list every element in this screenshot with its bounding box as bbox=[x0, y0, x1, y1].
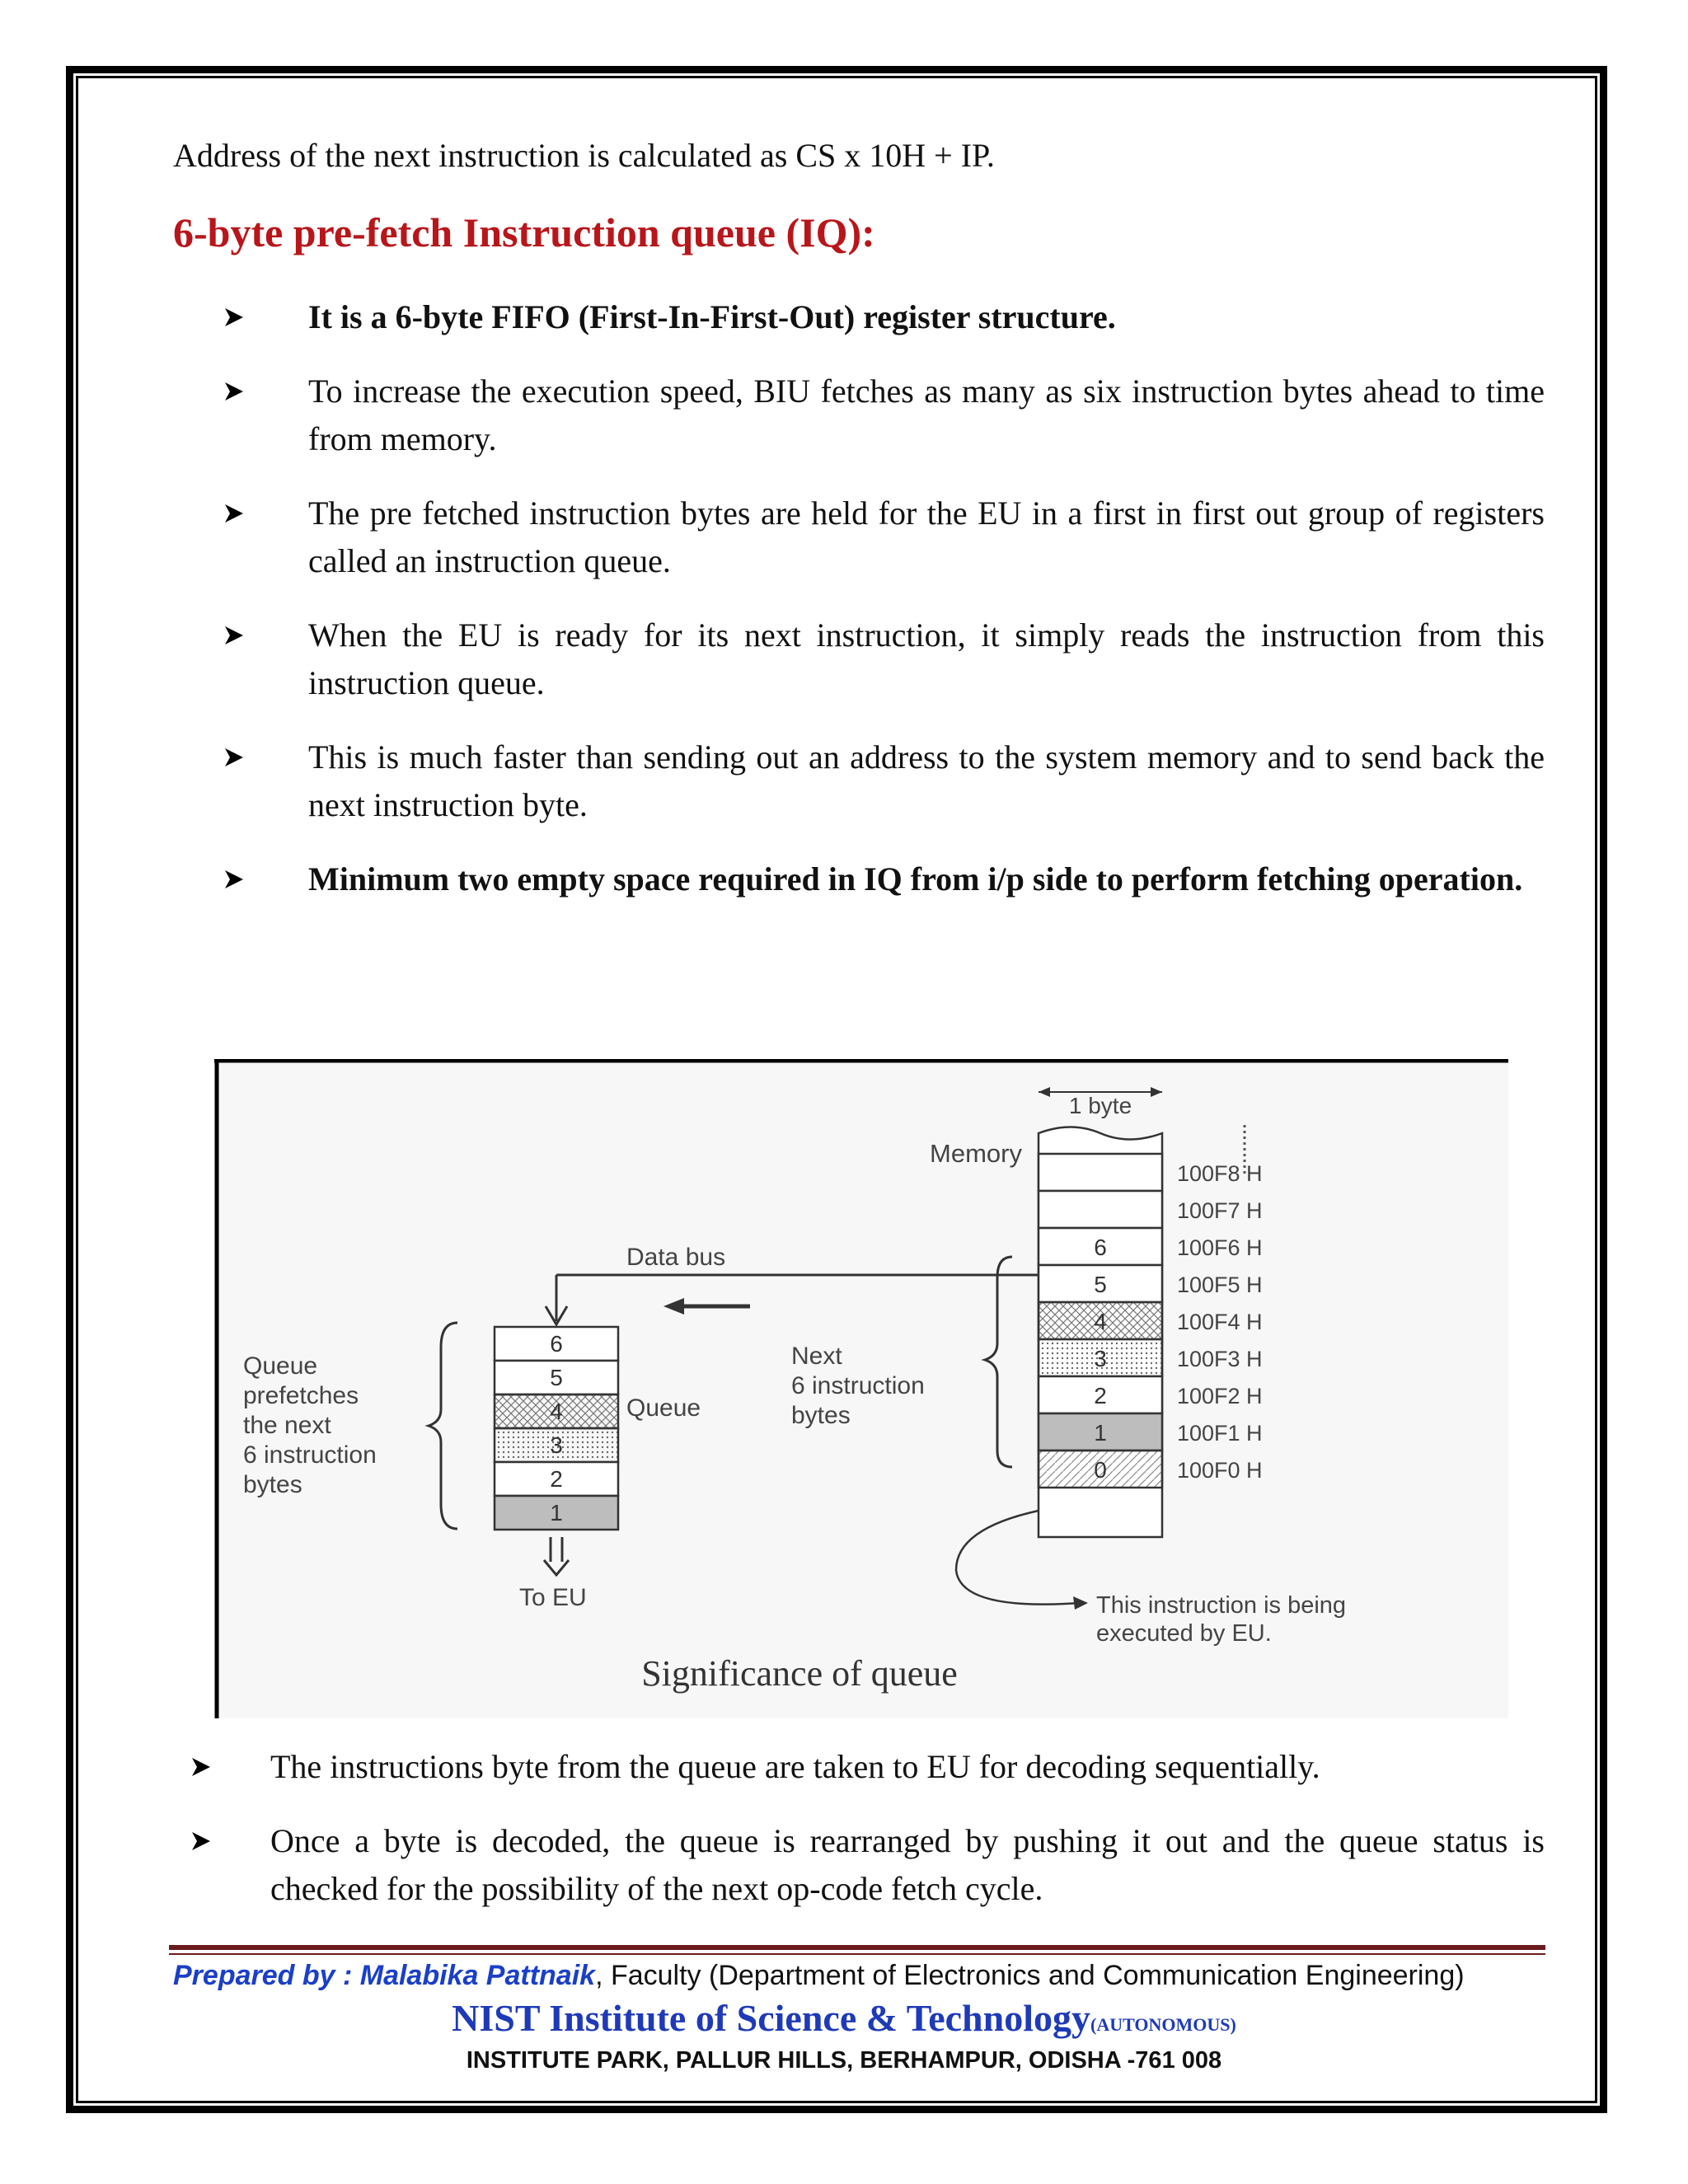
footer-address: INSTITUTE PARK, PALLUR HILLS, BERHAMPUR, ODISHA -761 008 bbox=[466, 2047, 1222, 2074]
queue-cell-label: 6 bbox=[550, 1331, 563, 1357]
footer-institute bbox=[0, 1994, 1688, 2049]
memory-cell-label: 3 bbox=[1094, 1346, 1107, 1371]
memory-cell-label: 4 bbox=[1094, 1309, 1107, 1334]
intro-text: Address of the next instruction is calculated as CS x 10H + IP. bbox=[173, 137, 995, 174]
bullet-text: Minimum two empty space required in IQ from i/p side to perform fetching operation. bbox=[308, 860, 1523, 898]
memory-cell-label: 0 bbox=[1094, 1457, 1107, 1483]
byte-label: 1 byte bbox=[1068, 1093, 1132, 1118]
memory-address: 100F4 H bbox=[1177, 1310, 1263, 1334]
queue-cells bbox=[495, 1327, 618, 1530]
memory-cell bbox=[1039, 1191, 1162, 1228]
footer-rule-thin bbox=[169, 1953, 1545, 1955]
queue-cell-label: 1 bbox=[550, 1500, 563, 1526]
next-bytes-description: Next 6 instruction bytes bbox=[791, 1343, 925, 1429]
arrow-bullet-icon bbox=[223, 733, 246, 781]
institute-name: NIST Institute of Science & Technology bbox=[452, 1997, 1090, 2039]
figure-caption: Significance of queue bbox=[641, 1653, 958, 1694]
memory-cell-label: 6 bbox=[1094, 1235, 1107, 1260]
memory-cell-label: 2 bbox=[1094, 1383, 1107, 1408]
memory-address: 100F1 H bbox=[1177, 1421, 1263, 1446]
memory-address: 100F5 H bbox=[1177, 1272, 1263, 1297]
memory-address: 100F2 H bbox=[1177, 1384, 1263, 1408]
queue-label: Queue bbox=[626, 1394, 701, 1422]
arrow-bullet-icon bbox=[223, 293, 246, 341]
queue-diagram bbox=[214, 1059, 1508, 1718]
data-bus-label: Data bus bbox=[626, 1244, 726, 1271]
arrow-bullet-icon bbox=[223, 855, 246, 903]
memory-cells bbox=[1039, 1154, 1263, 1488]
bullet-text: To increase the execution speed, BIU fetches as many as six instruction bytes ahead to time from memory. bbox=[308, 373, 1545, 457]
to-eu-label: To EU bbox=[519, 1584, 587, 1611]
memory-address: 100F0 H bbox=[1177, 1458, 1263, 1483]
bullet-text: The pre fetched instruction bytes are held for the EU in a first in first out group of registers called an instruction queue. bbox=[308, 494, 1545, 579]
memory-address: 100F8 H bbox=[1177, 1161, 1263, 1186]
memory-cell-label: 5 bbox=[1094, 1272, 1107, 1297]
queue-cell-label: 3 bbox=[550, 1432, 563, 1458]
queue-cell-label: 5 bbox=[550, 1365, 563, 1390]
queue-cell-label: 4 bbox=[550, 1399, 563, 1424]
bullet-text: When the EU is ready for its next instruction, it simply reads the instruction from this instruction queue. bbox=[308, 616, 1545, 701]
memory-address: 100F6 H bbox=[1177, 1235, 1263, 1260]
memory-label: Memory bbox=[930, 1139, 1022, 1168]
section-heading: 6-byte pre-fetch Instruction queue (IQ): bbox=[173, 209, 875, 255]
bullet-text: It is a 6-byte FIFO (First-In-First-Out) register structure. bbox=[308, 298, 1116, 335]
arrow-bullet-icon bbox=[190, 1743, 213, 1791]
bullet-text: The instructions byte from the queue are taken to EU for decoding sequentially. bbox=[270, 1748, 1320, 1785]
arrow-bullet-icon bbox=[223, 490, 246, 537]
memory-cell bbox=[1039, 1154, 1162, 1191]
arrow-bullet-icon bbox=[223, 368, 246, 415]
bullet-text: This is much faster than sending out an address to the system memory and to send back the next instruction byte. bbox=[308, 738, 1545, 823]
author-name: Prepared by : Malabika Pattnaik bbox=[173, 1960, 596, 1991]
arrow-bullet-icon bbox=[223, 612, 246, 659]
faculty-text: , Faculty (Department of Electronics and Communication Engineering) bbox=[595, 1960, 1465, 1991]
queue-cell-label: 2 bbox=[550, 1466, 563, 1492]
autonomous-label: (AUTONOMOUS) bbox=[1090, 2014, 1236, 2035]
arrow-bullet-icon bbox=[190, 1817, 213, 1865]
queue-description: Queue prefetches the next 6 instruction bytes bbox=[243, 1352, 377, 1498]
memory-address: 100F7 H bbox=[1177, 1198, 1263, 1223]
bullet-text: Once a byte is decoded, the queue is rearranged by pushing it out and the queue status is checked for the possibility of the next op-code fetch cycle. bbox=[270, 1822, 1545, 1907]
execution-note: This instruction is being executed by EU. bbox=[1096, 1592, 1347, 1647]
footer-rule bbox=[169, 1945, 1545, 1950]
footer-prepared-by bbox=[173, 1956, 1465, 1995]
memory-address: 100F3 H bbox=[1177, 1347, 1263, 1371]
memory-cell-label: 1 bbox=[1094, 1420, 1107, 1446]
